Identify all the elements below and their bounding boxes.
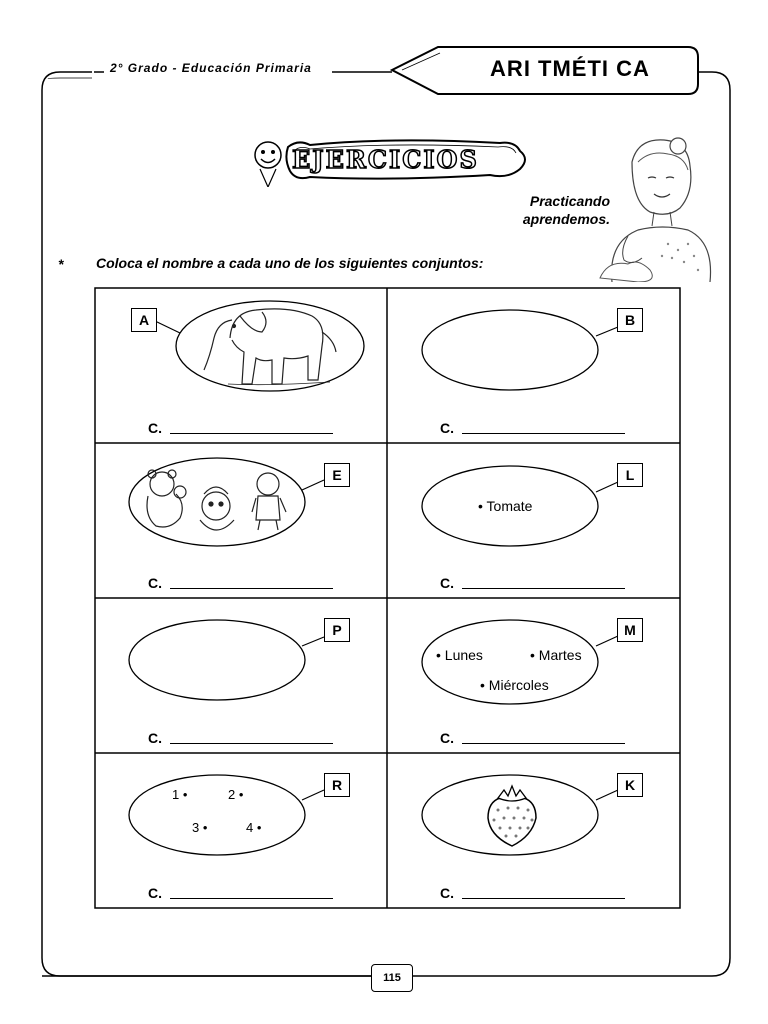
set-k-answer-label: C. — [440, 885, 454, 901]
set-p-ellipse — [129, 620, 305, 700]
set-b-answer-label: C. — [440, 420, 454, 436]
set-b-tag: B — [617, 308, 643, 332]
set-p-tag: P — [324, 618, 350, 642]
set-l-tag: L — [617, 463, 643, 487]
set-b-ellipse — [422, 310, 598, 390]
elephant-drawing — [204, 309, 336, 385]
set-a-answer-label: C. — [148, 420, 162, 436]
toys-drawing — [147, 470, 286, 530]
strawberry-drawing — [488, 786, 536, 846]
motto-line-2: aprendemos. — [522, 211, 610, 227]
instruction-marker: * — [58, 256, 64, 272]
set-r-element: 1 • — [172, 787, 188, 802]
set-m-answer-label: C. — [440, 730, 454, 746]
set-r-element: 4 • — [246, 820, 262, 835]
set-a-answer-line[interactable] — [170, 433, 333, 434]
set-r-answer-line[interactable] — [170, 898, 333, 899]
set-e-answer-label: C. — [148, 575, 162, 591]
instruction-text: Coloca el nombre a cada uno de los siguientes conjuntos: — [96, 255, 484, 271]
set-b-answer-line[interactable] — [462, 433, 625, 434]
set-r-ellipse — [129, 775, 305, 855]
set-e-answer-line[interactable] — [170, 588, 333, 589]
motto-line-1: Practicando — [529, 193, 610, 209]
set-p-answer-label: C. — [148, 730, 162, 746]
set-l-element: • Tomate — [478, 498, 533, 514]
set-l-answer-line[interactable] — [462, 588, 625, 589]
set-m-element: • Martes — [530, 647, 582, 663]
set-m-tag: M — [617, 618, 643, 642]
set-r-tag: R — [324, 773, 350, 797]
set-m-answer-line[interactable] — [462, 743, 625, 744]
set-m-element: • Miércoles — [480, 677, 549, 693]
set-p-answer-line[interactable] — [170, 743, 333, 744]
set-k-tag: K — [617, 773, 643, 797]
set-l-answer-label: C. — [440, 575, 454, 591]
subject-title: ARI TMÉTI CA — [490, 56, 650, 81]
banner-title: EJERCICIOS — [292, 145, 479, 174]
set-a-tag: A — [131, 308, 157, 332]
grade-label: 2° Grado - Educación Primaria — [110, 61, 312, 75]
set-a-ellipse — [176, 301, 364, 391]
set-k-answer-line[interactable] — [462, 898, 625, 899]
set-r-answer-label: C. — [148, 885, 162, 901]
set-m-element: • Lunes — [436, 647, 483, 663]
set-r-element: 3 • — [192, 820, 208, 835]
set-e-tag: E — [324, 463, 350, 487]
page-number: 115 — [371, 964, 413, 992]
set-r-element: 2 • — [228, 787, 244, 802]
